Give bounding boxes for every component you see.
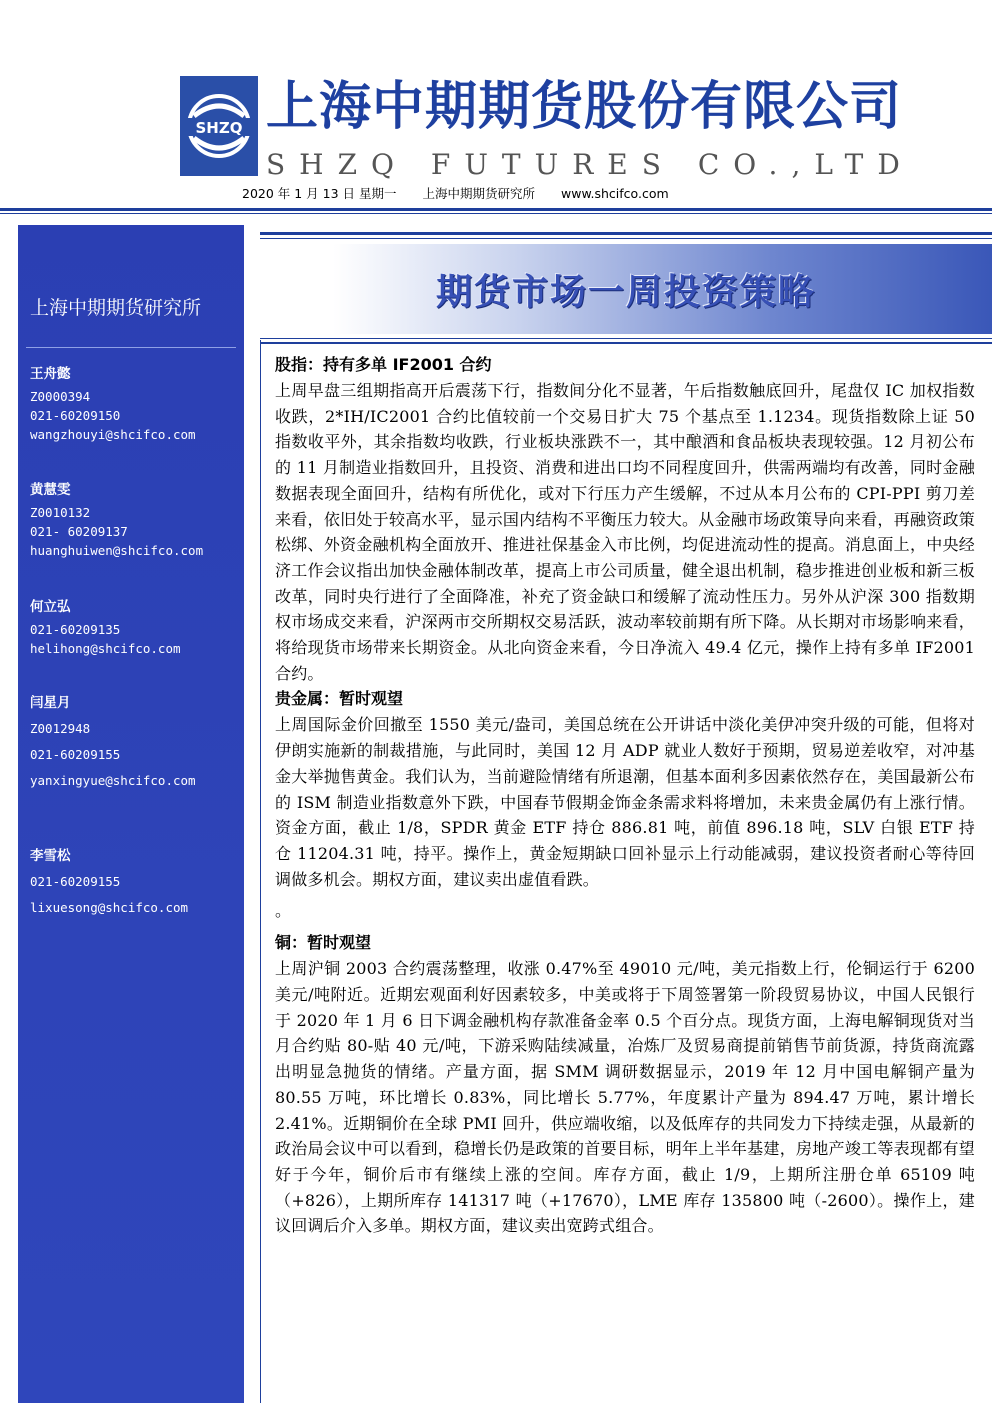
report-body — [275, 352, 975, 1239]
website-link[interactable]: www.shcifco.com — [561, 186, 669, 201]
section-body-precious-metals: 上周国际金价回撤至 1550 美元/盎司，美国总统在公开讲话中淡化美伊冲突升级的可能，但将对伊朗实施新的制裁措施，与此同时，美国 12 月 ADP 就业人数好于预期，贸易逆差收窄，对冲基金大举抛售黄金。我们认为，当前避险情绪有所退潮，但基本面利多因素依然存在，美国最新公布的 ISM 制造业指数意外下跌，中国春节假期金饰金条需求料将增加，未来贵金属仍有上涨行情。资金方面，截止 1/8，SPDR 黄金 ETF 持仓 886.81 吨，前值 896.18 吨，SLV 白银 ETF 持仓 11204.31 吨，持平。操作上，黄金短期缺口回补显示上行动能减弱，建议投资者耐心等待回调做多机会。期权方面，建议卖出虚值看跌。 — [275, 715, 975, 889]
dateline — [242, 184, 691, 204]
analyst-card — [30, 477, 203, 560]
analyst-license: Z0012948 — [30, 721, 91, 736]
analyst-phone: 021-60209155 — [30, 747, 121, 762]
analyst-license: Z0010132 — [30, 505, 91, 520]
sidebar-institute: 上海中期期货研究所 — [30, 297, 202, 319]
logo-text: SHZQ — [195, 119, 243, 137]
analyst-card — [30, 361, 196, 444]
banner-rule-bottom — [260, 342, 992, 344]
analyst-sidebar — [18, 225, 244, 1403]
analyst-card — [30, 843, 188, 921]
content-left-border — [260, 340, 261, 1403]
company-name-en: SHZQ FUTURES CO.,LTD — [266, 148, 914, 181]
company-logo — [180, 76, 258, 176]
analyst-name: 李雪松 — [30, 848, 71, 864]
stray-punctuation: 。 — [275, 901, 292, 921]
header-rule-thin — [0, 213, 992, 214]
header-rule — [0, 208, 992, 211]
analyst-license: Z0000394 — [30, 389, 91, 404]
analyst-phone: 021- 60209137 — [30, 524, 128, 539]
analyst-name: 何立弘 — [30, 599, 71, 615]
section-heading-index-futures: 股指：持有多单 IF2001 合约 — [275, 355, 492, 374]
page-title: 期货市场一周投资策略 — [435, 272, 816, 313]
analyst-email[interactable]: yanxingyue@shcifco.com — [30, 773, 196, 788]
title-banner — [260, 244, 992, 334]
section-body-index-futures: 上周早盘三组期指高开后震荡下行，指数间分化不显著，午后指数触底回升，尾盘仅 IC 加权指数收跌，2*IH/IC2001 合约比值较前一个交易日扩大 75 个基点至 1.1234。现货指数除上证 50 指数收平外，其余指数均收跌，行业板块涨跌不一，其中酿酒和食品板块表现较强。12 月初公布的 11 月制造业指数回升，且投资、消费和进出口均不同程度回升，供需两端均有改善，同时金融数据表现全面回升，结构有所优化，或对下行压力产生缓解，不过从本月公布的 CPI-PPI 剪刀差来看，依旧处于较高水平，显示国内结构不平衡压力较大。从金融市场政策导向来看，再融资政策松绑、外资金融机构全面放开、推进社保基金入市比例，均促进流动性的提高。消息面上，中央经济工作会议指出加快金融体制改革，提高上市公司质量，健全退出机制，稳步推进创业板和新三板改革，同时央行进行了全面降准，补充了资金缺口和缓解了流动性压力。另外从沪深 300 指数期权市场成交来看，沪深两市交所期权交易活跃，波动率较前期有所下降。从长期对市场影响来看，将给现货市场带来长期资金。从北向资金来看，今日净流入 49.4 亿元，操作上持有多单 IF2001 合约。 — [275, 381, 975, 683]
section-heading-precious-metals: 贵金属：暂时观望 — [275, 689, 404, 709]
analyst-email[interactable]: helihong@shcifco.com — [30, 641, 181, 656]
analyst-email[interactable]: lixuesong@shcifco.com — [30, 900, 189, 915]
analyst-phone: 021-60209135 — [30, 622, 121, 637]
section-heading-copper: 铜：暂时观望 — [275, 933, 372, 953]
analyst-email[interactable]: wangzhouyi@shcifco.com — [30, 427, 196, 442]
sidebar-divider — [26, 347, 236, 348]
analyst-phone: 021-60209150 — [30, 408, 121, 423]
header-institute: 上海中期期货研究所 — [422, 186, 536, 201]
logo-emblem-icon — [180, 76, 258, 176]
analyst-email[interactable]: huanghuiwen@shcifco.com — [30, 543, 204, 558]
analyst-card — [30, 690, 196, 794]
analyst-name: 黄慧雯 — [30, 482, 71, 498]
section-body-copper: 上周沪铜 2003 合约震荡整理，收涨 0.47%至 49010 元/吨，美元指数上行，伦铜运行于 6200 美元/吨附近。近期宏观面利好因素较多，中美或将于下周签署第一阶段贸易协议，中国人民银行于 2020 年 1 月 6 日下调金融机构存款准备金率 0.5 个百分点。现货方面，上海电解铜现货对当月合约贴 80-贴 40 元/吨，下游采购陆续减量，冶炼厂及贸易商提前销售节前货源，持货商流露出明显急抛货的情绪。产量方面，据 SMM 调研数据显示，2019 年 12 月中国电解铜产量为 80.55 万吨，环比增长 0.83%，同比增长 5.77%，年度累计产量为 894.47 万吨，累计增长 2.41%。近期铜价在全球 PMI 回升，供应端收缩，以及低库存的共同发力下持续走强，从最新的政治局会议中可以看到，稳增长仍是政策的首要目标，明年上半年基建，房地产竣工等表现都有望好于今年，铜价后市有继续上涨的空间。库存方面，截止 1/9，上期所注册仓单 65109 吨（+826），上期所库存 141317 吨（+17670），LME 库存 135800 吨（-2600）。操作上，建议回调后介入多单。期权方面，建议卖出宽跨式组合。 — [275, 959, 975, 1236]
analyst-name: 闫星月 — [30, 695, 71, 711]
banner-rule-top-thin — [260, 238, 992, 239]
analyst-card — [30, 594, 181, 658]
analyst-phone: 021-60209155 — [30, 874, 121, 889]
analyst-name: 王舟懿 — [30, 366, 71, 382]
banner-rule-bottom-thin — [260, 338, 992, 339]
report-date: 2020 年 1 月 13 日 星期一 — [242, 186, 397, 201]
company-name-cn: 上海中期期货股份有限公司 — [266, 77, 903, 137]
banner-rule-top — [260, 232, 992, 235]
